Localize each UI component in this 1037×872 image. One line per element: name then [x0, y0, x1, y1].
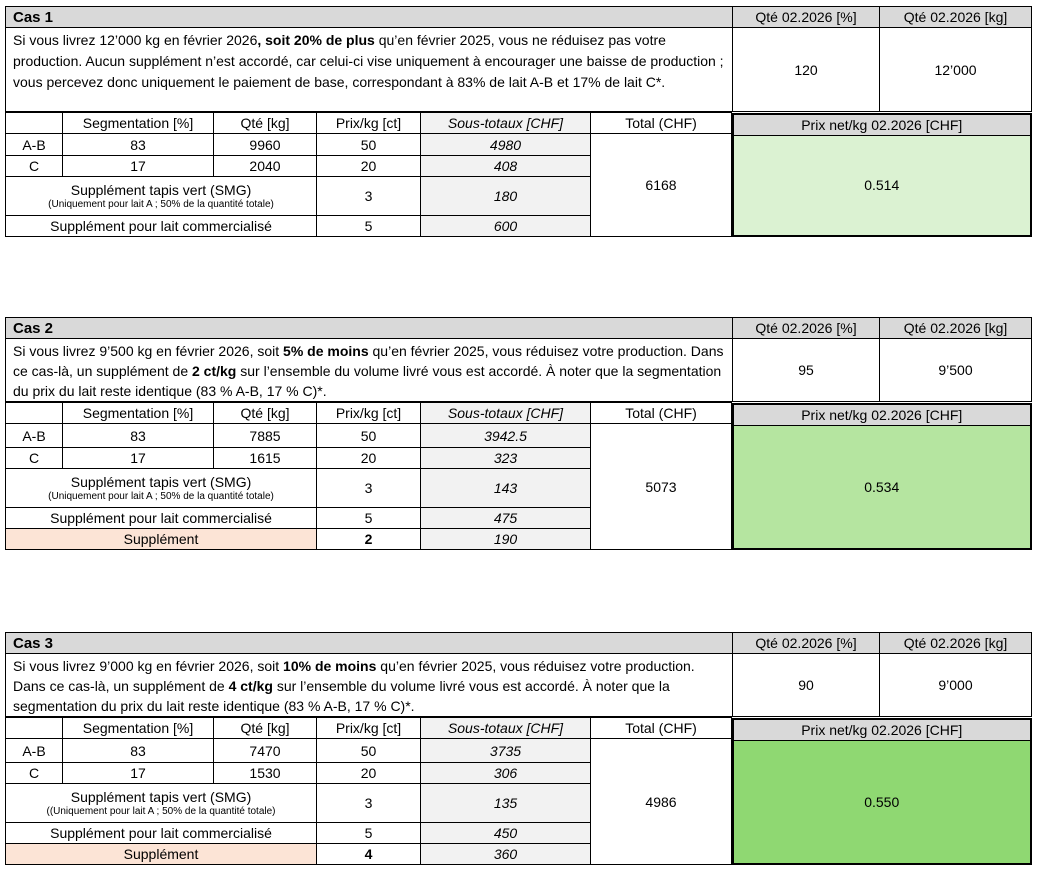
segmentation-header: Segmentation [%]: [63, 113, 214, 134]
net-price-header: Prix net/kg 02.2026 [CHF]: [734, 720, 1030, 741]
qty-kg-value: 12’000: [880, 28, 1032, 112]
case-3: [5, 632, 1031, 865]
case-title: Cas 2: [6, 318, 733, 339]
case-3-header-table: [5, 632, 1032, 717]
row-label-commercial: Supplément pour lait commercialisé: [6, 823, 317, 844]
subtotal-header: Sous-totaux [CHF]: [421, 718, 591, 739]
qty-header: Qté [kg]: [214, 113, 317, 134]
net-price-value: 0.534: [864, 478, 900, 495]
row-label-smg: Supplément tapis vert (SMG) (Uniquement pour lait A ; 50% de la quantité totale): [6, 469, 317, 508]
qty-kg-header: Qté 02.2026 [kg]: [880, 633, 1032, 654]
case-title: Cas 3: [6, 633, 733, 654]
case-1-header-table: [5, 6, 1032, 112]
subtotal-header: Sous-totaux [CHF]: [421, 113, 591, 134]
qty-header: Qté [kg]: [214, 403, 317, 424]
case-1: [5, 6, 1031, 237]
case-2-header-table: [5, 317, 1032, 402]
total-header: Total (CHF): [591, 403, 732, 424]
qty-kg-value: 9’000: [880, 654, 1032, 717]
subtotal-header: Sous-totaux [CHF]: [421, 403, 591, 424]
qty-kg-value: 9’500: [880, 339, 1032, 402]
case-3-price-table: Segmentation [%] Qté [kg] Prix/kg [ct] Sous-totaux [CHF] Total (CHF) Prix net/kg 02.2026 [CHF] 0.550 A-B 83 7470 50 3735 4986 C 17 1530 20 306 Supplément tapis vert (SMG) ((Uniquement pour lait A ; 50% de la quantité totale) 3 135 Supplément pour lait commercialisé 5 450 Supplément 4 360: [5, 717, 1032, 865]
price-header: Prix/kg [ct]: [317, 718, 421, 739]
row-label-ab: A-B: [6, 424, 63, 448]
row-label-supplement: Supplément: [6, 529, 317, 550]
row-label-ab: A-B: [6, 134, 63, 156]
segmentation-header: Segmentation [%]: [63, 403, 214, 424]
net-price-header: Prix net/kg 02.2026 [CHF]: [734, 405, 1030, 426]
row-label-commercial: Supplément pour lait commercialisé: [6, 216, 317, 237]
qty-header: Qté [kg]: [214, 718, 317, 739]
case-description: Si vous livrez 9’000 kg en février 2026, soit 10% de moins qu’en février 2025, vous réduisez votre production. Dans ce cas-là, un supplément de 4 ct/kg sur l’ensemble du volume livré vous est accordé. À noter que la segmentation du prix du lait reste identique (83 % A-B, 17 % C)*.: [6, 654, 733, 717]
row-label-smg: Supplément tapis vert (SMG) ((Uniquement pour lait A ; 50% de la quantité totale): [6, 784, 317, 823]
qty-kg-header: Qté 02.2026 [kg]: [880, 7, 1032, 28]
price-header: Prix/kg [ct]: [317, 403, 421, 424]
qty-pct-header: Qté 02.2026 [%]: [733, 633, 880, 654]
net-price-value: 0.514: [864, 177, 900, 193]
net-price-box: [732, 403, 1032, 550]
net-price-header: Prix net/kg 02.2026 [CHF]: [734, 115, 1030, 136]
total-header: Total (CHF): [591, 113, 732, 134]
row-label-c: C: [6, 763, 63, 784]
case-2-price-table: Segmentation [%] Qté [kg] Prix/kg [ct] Sous-totaux [CHF] Total (CHF) Prix net/kg 02.2026 [CHF] 0.534 A-B 83 7885 50 3942.5 5073 C 17 1615 20 323 Supplément tapis vert (SMG) (Uniquement pour lait A ; 50% de la quantité totale) 3 143 Supplément pour lait commercialisé 5 475 Supplément 2 190: [5, 402, 1032, 550]
total-value: 4986: [591, 739, 732, 865]
total-value: 5073: [591, 424, 732, 550]
qty-kg-header: Qté 02.2026 [kg]: [880, 318, 1032, 339]
row-label-supplement: Supplément: [6, 844, 317, 865]
price-header: Prix/kg [ct]: [317, 113, 421, 134]
net-price-box: [732, 718, 1032, 865]
total-value: 6168: [591, 134, 732, 237]
qty-pct-value: 95: [733, 339, 880, 402]
net-price-value: 0.550: [864, 793, 900, 810]
segmentation-header: Segmentation [%]: [63, 718, 214, 739]
qty-pct-value: 90: [733, 654, 880, 717]
case-title: Cas 1: [6, 7, 733, 28]
row-label-ab: A-B: [6, 739, 63, 763]
case-1-price-table: Segmentation [%] Qté [kg] Prix/kg [ct] Sous-totaux [CHF] Total (CHF) Prix net/kg 02.2026 [CHF] 0.514 A-B 83 9960 50 4980 6168 C 17 2040 20 408 Supplément tapis vert (SMG) (Uniquement pour lait A ; 50% de la quantité totale) 3 180 Supplément pour lait commercialisé 5 600: [5, 112, 1032, 237]
row-label-c: C: [6, 448, 63, 469]
qty-pct-header: Qté 02.2026 [%]: [733, 7, 880, 28]
case-2: [5, 317, 1031, 550]
row-label-smg: Supplément tapis vert (SMG) (Uniquement pour lait A ; 50% de la quantité totale): [6, 177, 317, 216]
qty-pct-value: 120: [733, 28, 880, 112]
row-label-commercial: Supplément pour lait commercialisé: [6, 508, 317, 529]
case-description: Si vous livrez 9’500 kg en février 2026, soit 5% de moins qu’en février 2025, vous réduisez votre production. Dans ce cas-là, un supplément de 2 ct/kg sur l’ensemble du volume livré vous est accordé. À noter que la segmentation du prix du lait reste identique (83 % A-B, 17 % C)*.: [6, 339, 733, 402]
case-description: Si vous livrez 12’000 kg en février 2026, soit 20% de plus qu’en février 2025, vous ne réduisez pas votre production. Aucun supplément n’est accordé, car celui-ci vise uniquement à encourager une baisse de production ; vous percevez donc uniquement le paiement de base, correspondant à 83% de lait A-B et 17% de lait C*.: [6, 28, 733, 112]
row-label-c: C: [6, 156, 63, 177]
total-header: Total (CHF): [591, 718, 732, 739]
qty-pct-header: Qté 02.2026 [%]: [733, 318, 880, 339]
net-price-box: [732, 113, 1032, 237]
